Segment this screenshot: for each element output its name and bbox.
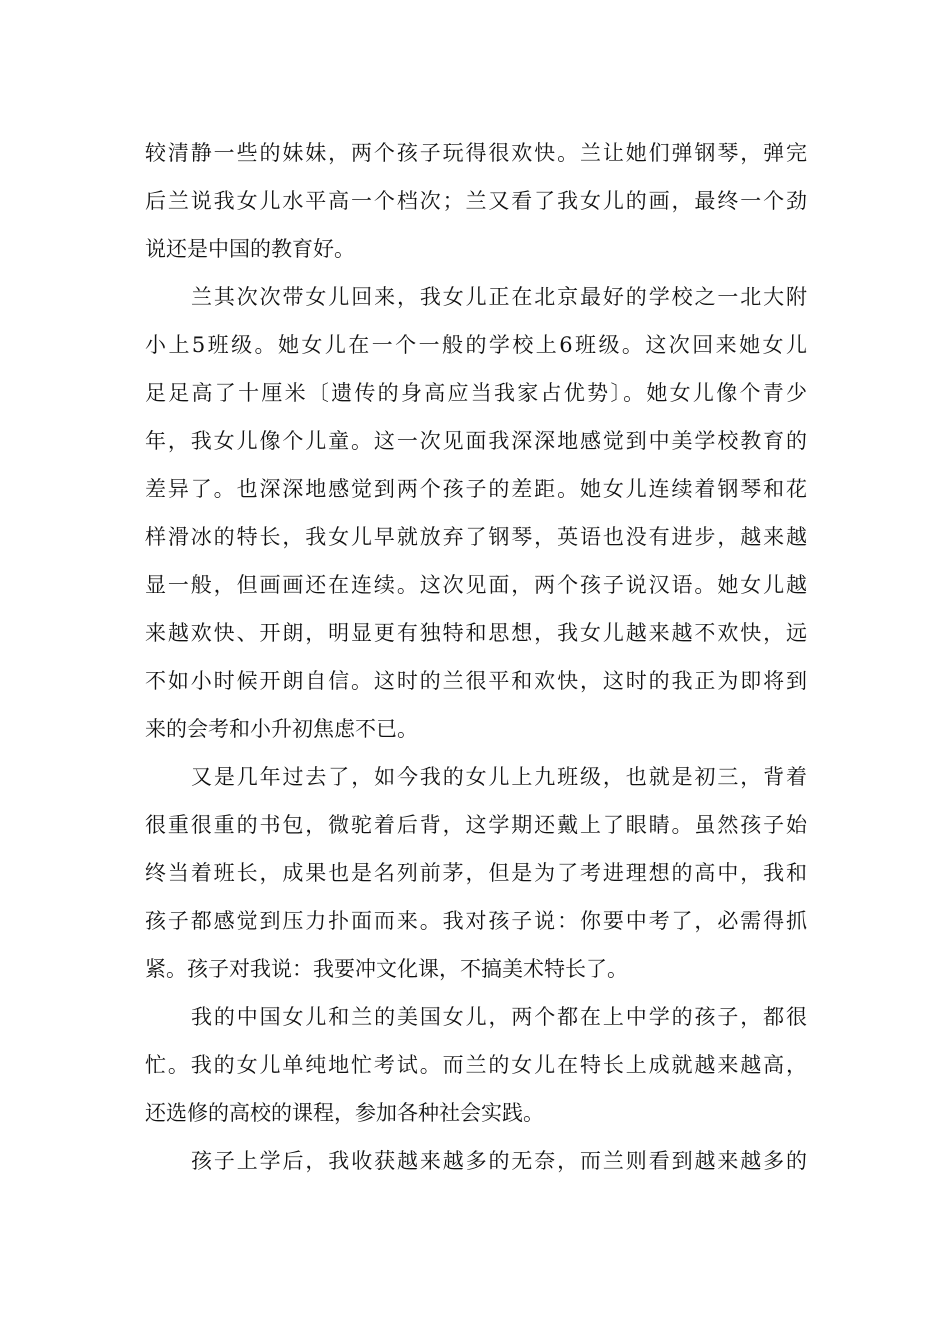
text-line: 来的会考和小升初焦虑不已。 — [145, 717, 418, 741]
text-line: 样滑冰的特长，我女儿早就放弃了钢琴，英语也没有进步，越来越 — [145, 525, 807, 549]
text-line: 小上5班级。她女儿在一个一般的学校上6班级。这次回来她女儿 — [145, 333, 807, 357]
text-line: 说还是中国的教育好。 — [145, 237, 355, 261]
paragraph-first-line: 孩子上学后，我收获越来越多的无奈，而兰则看到越来越多的 — [191, 1149, 807, 1173]
text-line: 很重很重的书包，微驼着后背，这学期还戴上了眼睛。虽然孩子始 — [145, 813, 807, 837]
text-line: 孩子都感觉到压力扑面而来。我对孩子说：你要中考了，必需得抓 — [145, 909, 807, 933]
text-line: 较清静一些的妹妹，两个孩子玩得很欢快。兰让她们弹钢琴，弹完 — [145, 141, 807, 165]
text-line: 年，我女儿像个儿童。这一次见面我深深地感觉到中美学校教育的 — [145, 429, 807, 453]
paragraph-first-line: 我的中国女儿和兰的美国女儿，两个都在上中学的孩子，都很 — [191, 1005, 807, 1029]
text-line: 显一般，但画画还在连续。这次见面，两个孩子说汉语。她女儿越 — [145, 573, 807, 597]
text-line: 终当着班长，成果也是名列前茅，但是为了考进理想的高中，我和 — [145, 861, 807, 885]
text-line: 还选修的高校的课程，参加各种社会实践。 — [145, 1101, 544, 1125]
text-line: 紧。孩子对我说：我要冲文化课，不搞美术特长了。 — [145, 957, 628, 981]
text-line: 足足高了十厘米〔遗传的身高应当我家占优势〕。她女儿像个青少 — [145, 381, 807, 405]
paragraph-first-line: 兰其次次带女儿回来，我女儿正在北京最好的学校之一北大附 — [191, 285, 807, 309]
text-line: 来越欢快、开朗，明显更有独特和思想，我女儿越来越不欢快，远 — [145, 621, 807, 645]
text-line: 后兰说我女儿水平高一个档次；兰又看了我女儿的画，最终一个劲 — [145, 189, 807, 213]
paragraph-first-line: 又是几年过去了，如今我的女儿上九班级，也就是初三，背着 — [191, 765, 807, 789]
text-line: 忙。我的女儿单纯地忙考试。而兰的女儿在特长上成就越来越高， — [145, 1053, 807, 1077]
text-line: 不如小时候开朗自信。这时的兰很平和欢快，这时的我正为即将到 — [145, 669, 807, 693]
text-line: 差异了。也深深地感觉到两个孩子的差距。她女儿连续着钢琴和花 — [145, 477, 807, 501]
